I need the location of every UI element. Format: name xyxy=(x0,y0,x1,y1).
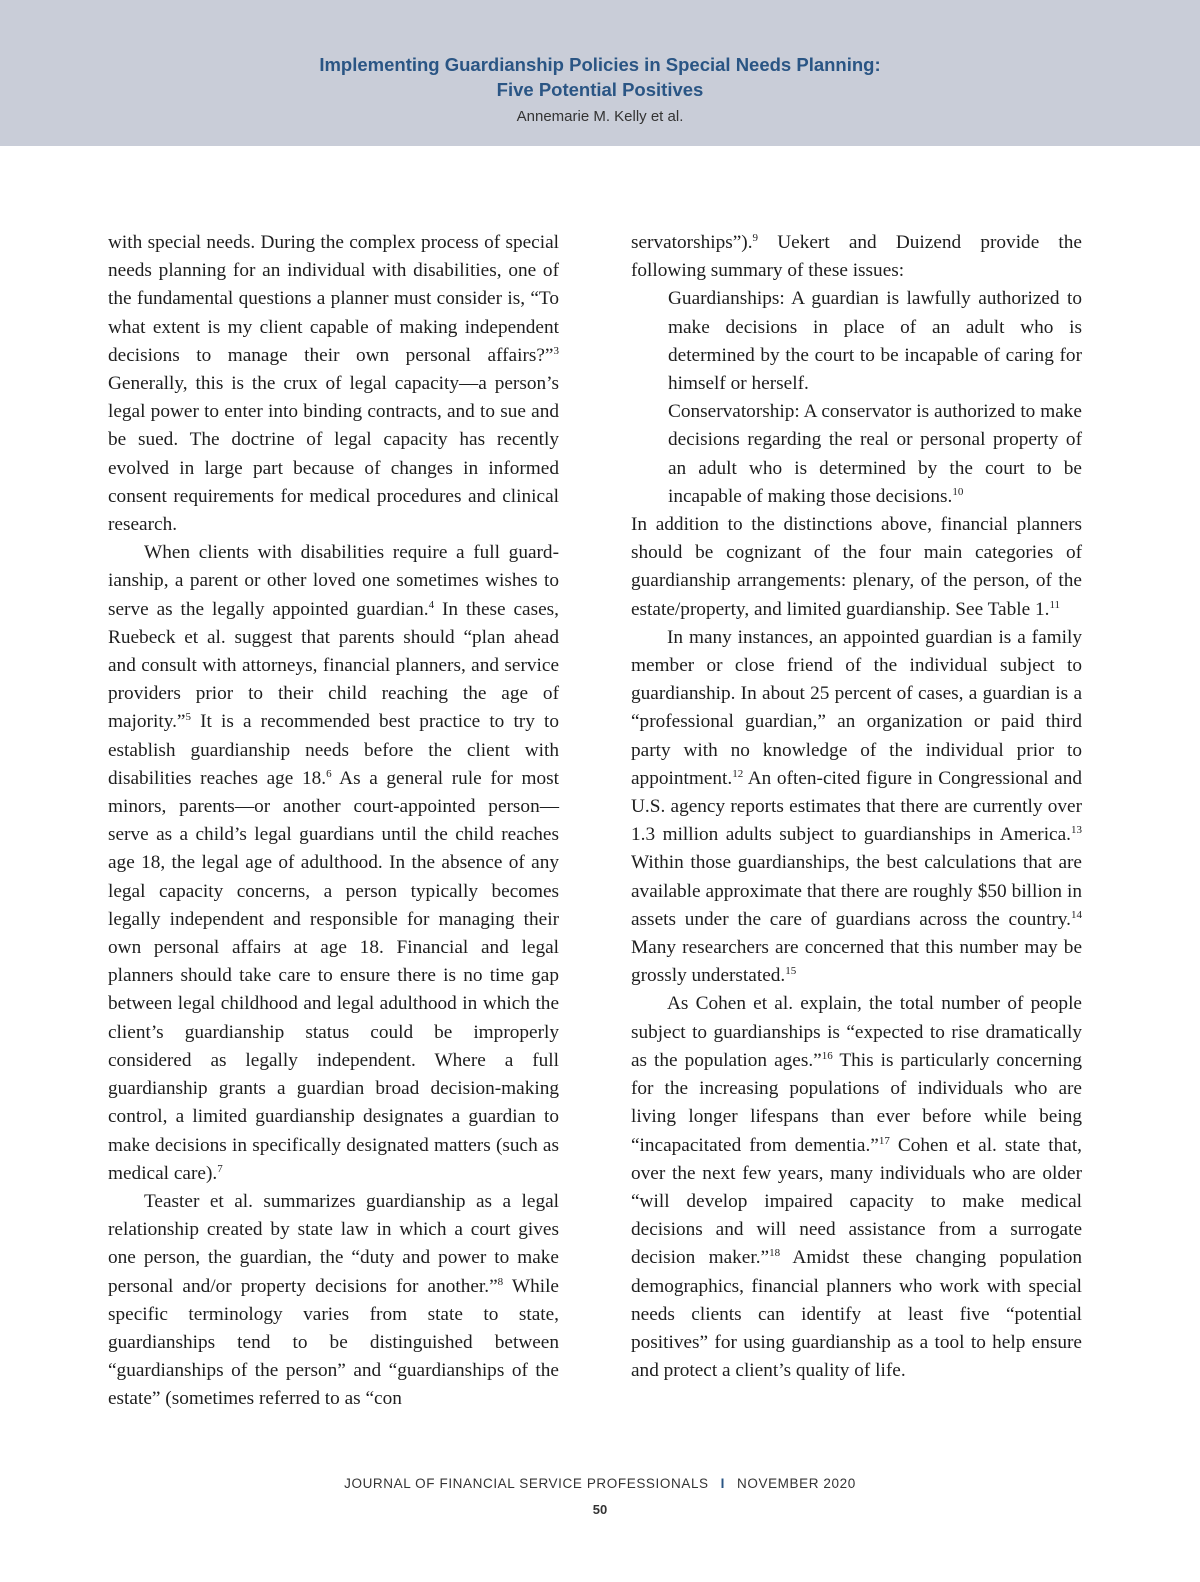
article-author: Annemarie M. Kelly et al. xyxy=(516,108,684,125)
footnote-ref: 11 xyxy=(1049,598,1061,611)
footnote-ref: 9 xyxy=(752,232,759,244)
block-quote-guardianships: Guardianships: A guardian is lawfully authorized to make decisions in place of an adult who is determined by the court to be incapable of caring for himself or herself. xyxy=(668,288,1082,395)
footer-separator: I xyxy=(720,1476,726,1491)
paragraph: In many instances, an appointed guardian is a family member or close friend of the individual subject to guardianship. In about 25 percent of cases, a guardian is a “professional guardian,” an organization or paid third party with no knowledge of the individual prior to appointment.$^{12}$ An often-cited figure in Congressional and U.S. agency reports estimates that there are currently over 1.3 million adults subject to guardianships in America.$^{13}$ Within those guardianships, the best calculations that are available approximate that there are roughly $50 billion in assets under the care of guardians across the country.$^{14}$ Many researchers are concerned that this number may be grossly understated.$^{15}$ xyxy=(631,626,1082,987)
right-column xyxy=(631,229,1082,1385)
block-quote-conservatorship: Conservatorship: A conservator is authorized to make decisions regarding the real or personal property of an adult who is determined by the court to be incapable of making those decisions.$^{10}$ xyxy=(668,401,1082,507)
footnote-ref: 6 xyxy=(326,767,332,780)
footnote-ref: 15 xyxy=(785,965,797,978)
footnote-ref: 12 xyxy=(732,767,744,780)
footnote-ref: 16 xyxy=(821,1049,833,1062)
footnote-ref: 4 xyxy=(428,598,435,611)
journal-name: JOURNAL OF FINANCIAL SERVICE PROFESSIONALS xyxy=(344,1476,709,1491)
article-title-line-1: Implementing Guardianship Policies in Special Needs Planning: xyxy=(319,54,881,75)
footnote-ref: 8 xyxy=(497,1275,504,1288)
paragraph: with special needs. During the complex process of special needs planning for an individual with disabilities, one of the fundamental questions a planner must consider is, “To what extent is my client capable of making independent decisions to manage their own personal affairs?”$^3$ Generally, this is the crux of legal capacity—a person’s legal power to enter into binding contracts, and to sue and be sued. The doctrine of legal capacity has recently evolved in large part because of changes in informed consent requirements for medical procedures and clinical research. xyxy=(108,232,559,536)
footnote-ref: 14 xyxy=(1071,908,1082,921)
paragraph: Teaster et al. summarizes guardianship as a legal relationship created by state law in which a court gives one person, the guardian, the “duty and power to make personal and/or property decisions for another.”$^8$ While specific terminology varies from state to state, guardianships tend to be distinguished between “guardianships of the person” and “guardianships of the estate” (sometimes referred to as “con xyxy=(108,1190,559,1410)
footnote-ref: 18 xyxy=(769,1247,781,1260)
article-title xyxy=(0,52,1200,102)
footnote-ref: 3 xyxy=(553,344,559,357)
left-column xyxy=(108,229,559,1414)
issue-date: NOVEMBER 2020 xyxy=(737,1476,856,1491)
footnote-ref: 7 xyxy=(217,1162,223,1175)
footnote-ref: 5 xyxy=(185,711,191,724)
running-footer xyxy=(0,1476,1200,1491)
page-number: 50 xyxy=(592,1502,608,1517)
article-title-line-2: Five Potential Positives xyxy=(496,79,704,100)
paragraph: servatorships”).$^9$ Uekert and Duizend provide the following summary of these issues: xyxy=(631,232,1082,282)
running-header xyxy=(0,0,1200,146)
footnote-ref: 13 xyxy=(1071,824,1082,837)
paragraph: As Cohen et al. explain, the total number of people subject to guardianships is “expected to rise dramatically as the population ages.”$^{16}$ This is particularly concerning for the increasing populations of individuals who are living longer lifespans than ever before while being “incapacitated from dementia.”$^{17}$ Cohen et al. state that, over the next few years, many individuals who are older “will develop impaired capacity to make medical decisions and will need assistance from a surrogate decision maker.”$^{18}$ Amidst these changing population demographics, financial planners who work with special needs clients can identify at least five “potential positives” for using guardianship as a tool to help ensure and protect a client’s quality of life. xyxy=(631,993,1082,1382)
paragraph: When clients with disabilities require a full guardianship, a parent or other loved one sometimes wishes to serve as the legally appointed guardian.$^4$ In these cases, Ruebeck et al. suggest that parents should “plan ahead and consult with attorneys, financial planners, and service providers prior to their child reaching the age of majority.”$^5$ It is a recommended best practice to try to establish guardianship needs before the client with disabilities reaches age 18.$^6$ As a general rule for most minors, parents—or another court-appointed person—serve as a child’s legal guardians until the child reaches age 18, the legal age of adulthood. In the absence of any legal capacity concerns, a person typically becomes legally independent and responsible for managing their own personal affairs at age 18. Financial and legal planners should take care to ensure there is no time gap between legal childhood and legal adulthood in which the client’s guardianship status could be improperly considered as legally independent. Where a full guardianship grants a guardian broad decision-making control, a limited guardianship designates a guardian to make decisions in specifically designated matters (such as medical care).$^7$ xyxy=(108,542,560,1184)
footnote-ref: 17 xyxy=(878,1134,890,1147)
paragraph: In addition to the distinctions above, financial planners should be cognizant of the four main categories of guardianship arrangements: plenary, of the person, of the estate/property, and limited guardianship. See Table 1.11 xyxy=(631,514,1082,620)
footnote-ref: 10 xyxy=(952,485,964,498)
